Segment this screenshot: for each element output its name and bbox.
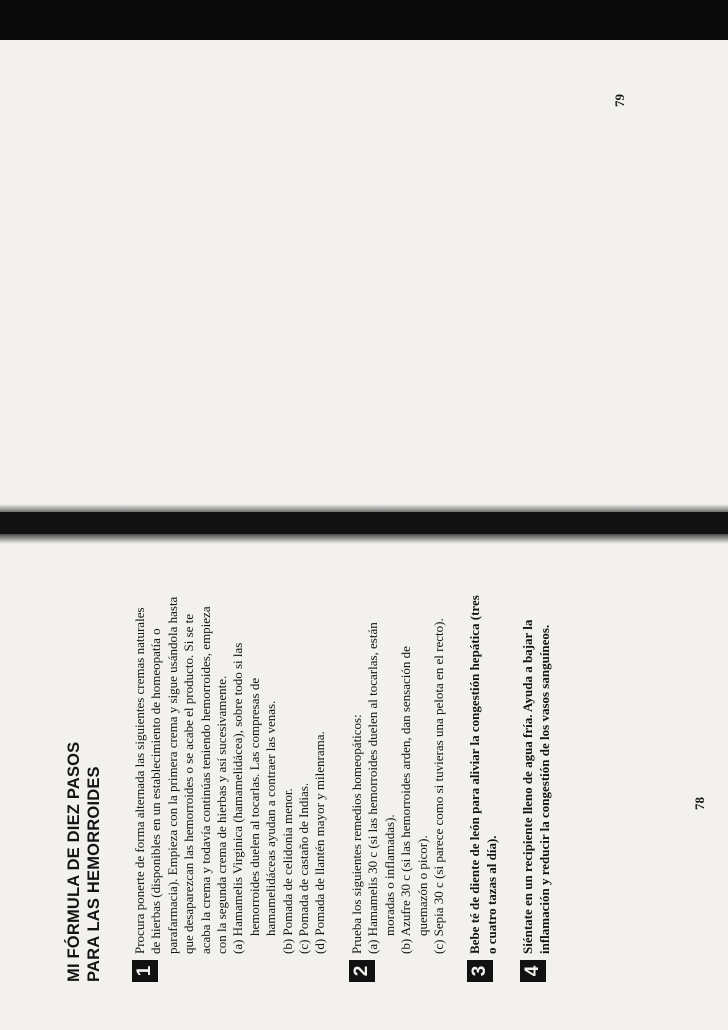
step-2-intro: Prueba los siguientes remedios homeopáticos: bbox=[348, 714, 364, 954]
step-1-item-c: (c) Pomada de castaño de Indias. bbox=[296, 782, 312, 954]
step-1-intro: Procura ponerte de forma alternada las siguientes cremas naturales de hierbas (disponibles en un establecimiento de homeopatía o parafarmacia). Empieza con la primera crema y sigue usándola hasta que desaparezcan las hemorroides o se acabe el producto. Si se te acaba la crema y todavía continúas teniendo hemorroides, empieza con la segunda crema de hierbas y así sucesivamente. bbox=[132, 596, 230, 954]
step-number-3: 3 bbox=[467, 960, 493, 982]
step-3 bbox=[467, 592, 500, 982]
step-1-item-d: (d) Pomada de llantén mayor y milenrama. bbox=[312, 731, 328, 954]
step-1-list bbox=[230, 592, 328, 954]
step-2-list bbox=[365, 592, 447, 954]
step-2-item-a: (a) Hamamelis 30 c (si las hemorroides duelen al tocarlas, están moradas o inflamadas). bbox=[365, 622, 397, 954]
step-1-item-b: (b) Pomada de celidonia menor. bbox=[279, 788, 295, 954]
step-1 bbox=[132, 592, 329, 982]
step-1-item-a: (a) Hamamelis Virginica (hamamelidácea), sobre todo si las hemorroides duelen al tocarlas. Las compresas de hamamelidáceas ayudan a contraer las venas. bbox=[230, 642, 279, 954]
page-number-78: 78 bbox=[692, 797, 707, 810]
page-number-79: 79 bbox=[612, 94, 627, 107]
page-78-steps bbox=[132, 592, 573, 982]
step-3-text: Bebe té de diente de león para aliviar la congestión hepática (tres o cuatro tazas al día). bbox=[467, 595, 499, 954]
chapter-title-line-2: PARA LAS HEMORROIDES bbox=[85, 766, 103, 982]
step-4-text: Siéntate en un recipiente lleno de agua fría. Ayuda a bajar la inflamación y reducir la congestión de los vasos sanguíneos. bbox=[520, 619, 552, 954]
chapter-title bbox=[64, 652, 104, 982]
step-2-item-b: (b) Azufre 30 c (si las hemorroides arden, dan sensación de quemazón o picor). bbox=[398, 646, 430, 954]
step-number-2: 2 bbox=[349, 960, 375, 982]
chapter-title-line-1: MI FÓRMULA DE DIEZ PASOS bbox=[65, 741, 83, 982]
step-2-item-c: (c) Sepia 30 c (si parece como si tuvieras una pelota en el recto). bbox=[430, 618, 446, 954]
step-2 bbox=[349, 592, 447, 982]
step-number-4: 4 bbox=[520, 960, 546, 982]
step-1-body bbox=[132, 592, 329, 954]
step-number-1: 1 bbox=[132, 960, 158, 982]
step-4 bbox=[520, 592, 553, 982]
step-2-body bbox=[349, 592, 447, 954]
